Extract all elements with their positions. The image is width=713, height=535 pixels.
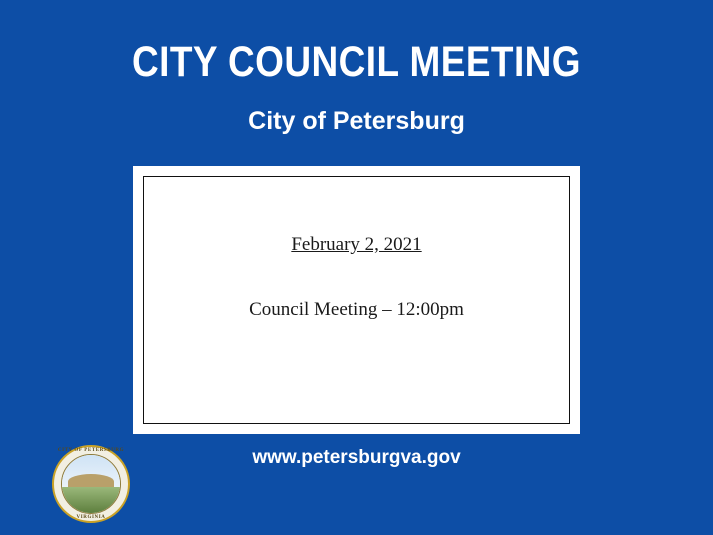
seal-inner-emblem	[61, 454, 121, 514]
page-title: CITY COUNCIL MEETING	[132, 38, 581, 86]
website-url: www.petersburgva.gov	[252, 447, 461, 468]
meeting-info-card-border	[143, 176, 570, 424]
meeting-time: Council Meeting – 12:00pm	[249, 299, 464, 320]
seal-land	[62, 487, 120, 513]
city-seal-icon	[52, 445, 130, 523]
meeting-date: February 2, 2021	[291, 234, 422, 255]
seal-text-top: CITY OF PETERSBURG	[57, 448, 125, 453]
page-subtitle: City of Petersburg	[248, 107, 465, 135]
seal-text-bottom: VIRGINIA	[76, 515, 106, 520]
meeting-info-card	[133, 166, 580, 434]
